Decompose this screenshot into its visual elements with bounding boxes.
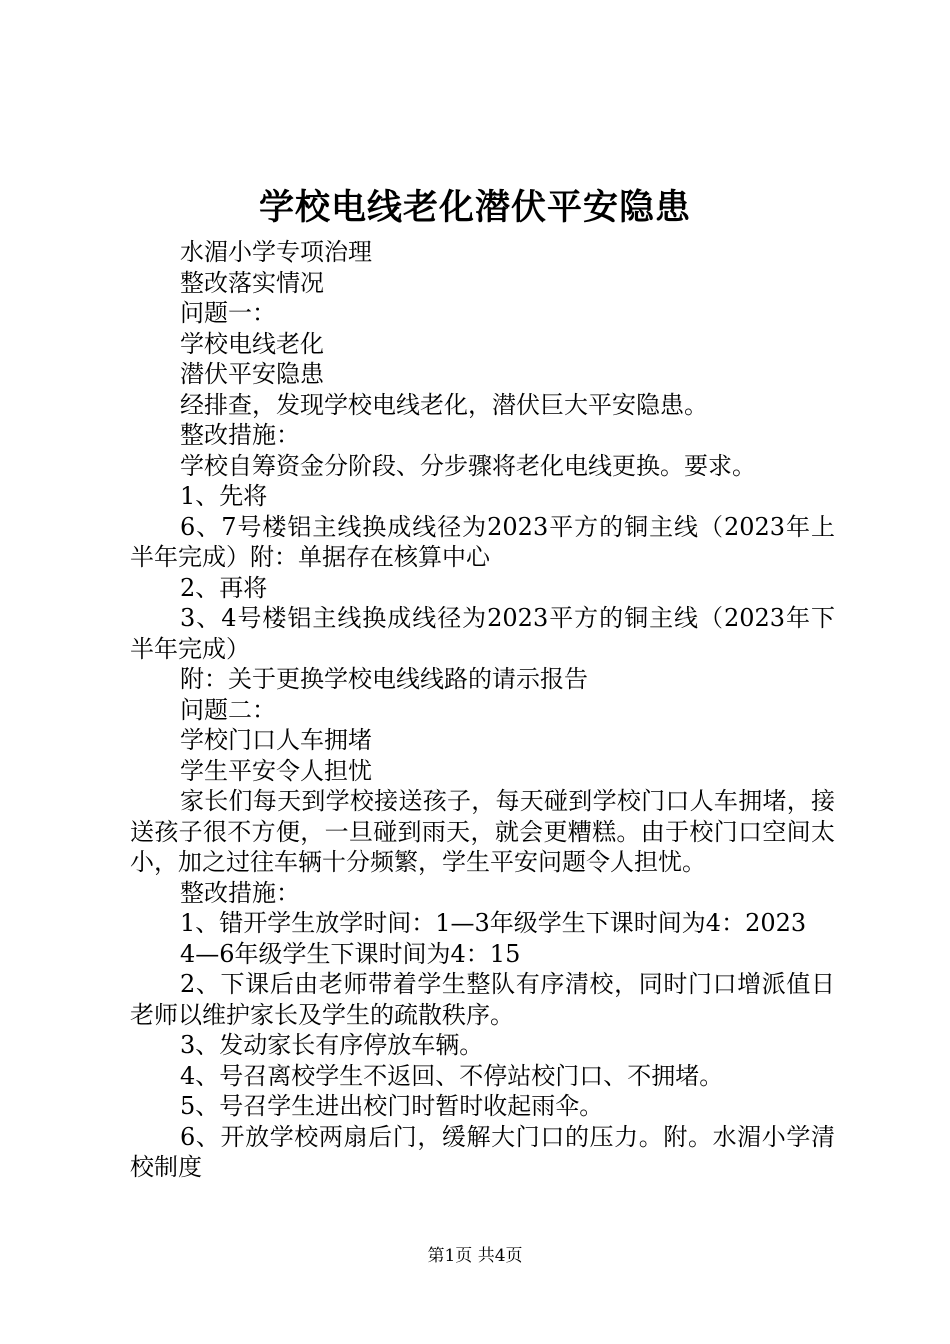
paragraph: 4、号召离校学生不返回、不停站校门口、不拥堵。: [180, 1061, 724, 1090]
paragraph: 5、号召学生进出校门时暂时收起雨伞。: [180, 1092, 604, 1120]
paragraph: 整改措施：: [180, 421, 300, 449]
paragraph: 学校电线老化: [180, 329, 324, 358]
page-footer: 第1页 共4页: [427, 1246, 523, 1266]
paragraph: 经排查，发现学校电线老化，潜伏巨大平安隐患。: [180, 390, 708, 419]
document-body: [130, 237, 835, 1183]
paragraph: 潜伏平安隐患: [180, 360, 324, 388]
paragraph: 1、错开学生放学时间：1—3年级学生下课时间为4：2023: [180, 909, 807, 937]
paragraph: 学校自筹资金分阶段、分步骤将老化电线更换。要求。: [180, 451, 756, 480]
paragraph: 4—6年级学生下课时间为4：15: [180, 939, 521, 968]
paragraph: 2、再将: [180, 573, 268, 602]
paragraph: 水湄小学专项治理: [180, 238, 372, 266]
paragraph: 整改措施：: [180, 878, 300, 907]
paragraph: 6、7号楼铝主线换成线径为2023平方的铜主线（2023年上半年完成）附：单据存在核算中心: [130, 512, 835, 571]
document-title: 学校电线老化潜伏平安隐患: [258, 187, 691, 228]
paragraph: 问题一：: [180, 299, 276, 327]
paragraph: 3、4号楼铝主线换成线径为2023平方的铜主线（2023年下半年完成）: [130, 604, 835, 663]
paragraph: 6、开放学校两扇后门，缓解大门口的压力。附。水湄小学清校制度: [130, 1122, 835, 1181]
paragraph: 1、先将: [180, 482, 268, 510]
paragraph: 附：关于更换学校电线线路的请示报告: [180, 665, 588, 693]
paragraph: 家长们每天到学校接送孩子，每天碰到学校门口人车拥堵，接送孩子很不方便，一旦碰到雨天，就会更糟糕。由于校门口空间太小，加之过往车辆十分频繁，学生平安问题令人担忧。: [130, 787, 835, 876]
paragraph: 整改落实情况: [180, 268, 324, 297]
paragraph: 问题二：: [180, 695, 276, 724]
paragraph: 3、发动家长有序停放车辆。: [180, 1031, 484, 1059]
paragraph: 学校门口人车拥堵: [180, 726, 372, 754]
paragraph: 2、下课后由老师带着学生整队有序清校，同时门口增派值日老师以维护家长及学生的疏散秩序。: [130, 970, 835, 1029]
paragraph: 学生平安令人担忧: [180, 756, 372, 785]
